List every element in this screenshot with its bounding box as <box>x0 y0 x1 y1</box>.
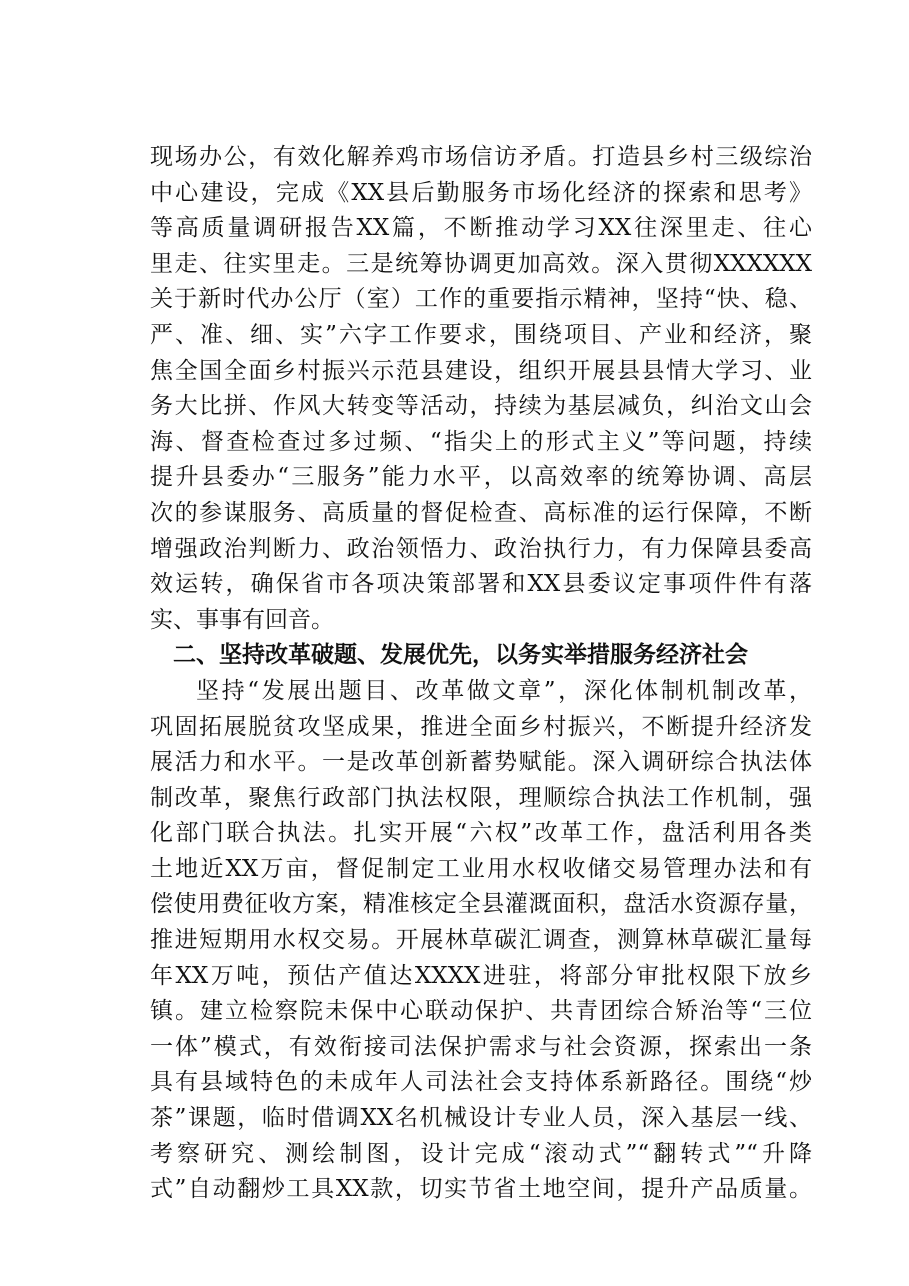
text-line: 具有县域特色的未成年人司法社会支持体系新路径。围绕“炒 <box>150 1069 812 1096</box>
text-line: 制改革，聚焦行政部门执法权限，理顺综合执法工作机制，强 <box>150 784 812 811</box>
text-line: 等高质量调研报告XX篇，不断推动学习XX往深里走、往心 <box>150 215 812 242</box>
text-line: 考察研究、测绘制图，设计完成“滚动式”“翻转式”“升降 <box>150 1140 812 1167</box>
text-line: 茶”课题，临时借调XX名机械设计专业人员，深入基层一线、 <box>150 1105 812 1132</box>
text-line: 推进短期用水权交易。开展林草碳汇调查，测算林草碳汇量每 <box>150 927 812 954</box>
text-line: 一体”模式，有效衔接司法保护需求与社会资源，探索出一条 <box>150 1033 812 1060</box>
text-line: 中心建设，完成《XX县后勤服务市场化经济的探索和思考》 <box>150 179 812 206</box>
text-line: 化部门联合执法。扎实开展“六权”改革工作，盘活利用各类 <box>150 820 812 847</box>
text-line: 巩固拓展脱贫攻坚成果，推进全面乡村振兴，不断提升经济发 <box>150 713 812 740</box>
text-line: 增强政治判断力、政治领悟力、政治执行力，有力保障县委高 <box>150 535 812 562</box>
text-line: 偿使用费征收方案，精准核定全县灌溉面积，盘活水资源存量， <box>150 891 812 918</box>
text-line: 提升县委办“三服务”能力水平，以高效率的统筹协调、高层 <box>150 464 812 491</box>
text-line: 镇。建立检察院未保中心联动保护、共青团综合矫治等“三位 <box>150 998 812 1025</box>
text-line: 现场办公，有效化解养鸡市场信访矛盾。打造县乡村三级综治 <box>150 144 812 170</box>
text-line: 土地近XX万亩，督促制定工业用水权收储交易管理办法和有 <box>150 855 812 882</box>
text-line: 年XX万吨，预估产值达XXXX进驻，将部分审批权限下放乡 <box>150 962 812 989</box>
paragraph-2 <box>150 674 812 1208</box>
text-line: 严、准、细、实”六字工作要求，围绕项目、产业和经济，聚 <box>150 321 812 348</box>
text-line: 次的参谋服务、高质量的督促检查、高标准的运行保障，不断 <box>150 499 812 526</box>
section-heading: 二、坚持改革破题、发展优先，以务实举措服务经济社会 <box>173 642 748 669</box>
text-line: 展活力和水平。一是改革创新蓄势赋能。深入调研综合执法体 <box>150 749 812 776</box>
document-body <box>150 140 812 1208</box>
text-line: 效运转，确保省市各项决策部署和XX县委议定事项件件有落 <box>150 571 812 598</box>
text-line: 务大比拼、作风大转变等活动，持续为基层减负，纠治文山会 <box>150 393 812 420</box>
paragraph-1 <box>150 140 812 638</box>
text-line: 式”自动翻炒工具XX款，切实节省土地空间，提升产品质量。 <box>150 1176 812 1203</box>
text-line: 焦全国全面乡村振兴示范县建设，组织开展县县情大学习、业 <box>150 357 812 384</box>
text-line: 实、事事有回音。 <box>150 606 334 633</box>
text-line: 坚持“发展出题目、改革做文章”，深化体制机制改革， <box>196 677 812 704</box>
text-line: 关于新时代办公厅（室）工作的重要指示精神，坚持“快、稳、 <box>150 286 812 313</box>
text-line: 里走、往实里走。三是统筹协调更加高效。深入贯彻XXXXXX <box>150 250 812 277</box>
text-line: 海、督查检查过多过频、“指尖上的形式主义”等问题，持续 <box>150 428 812 455</box>
